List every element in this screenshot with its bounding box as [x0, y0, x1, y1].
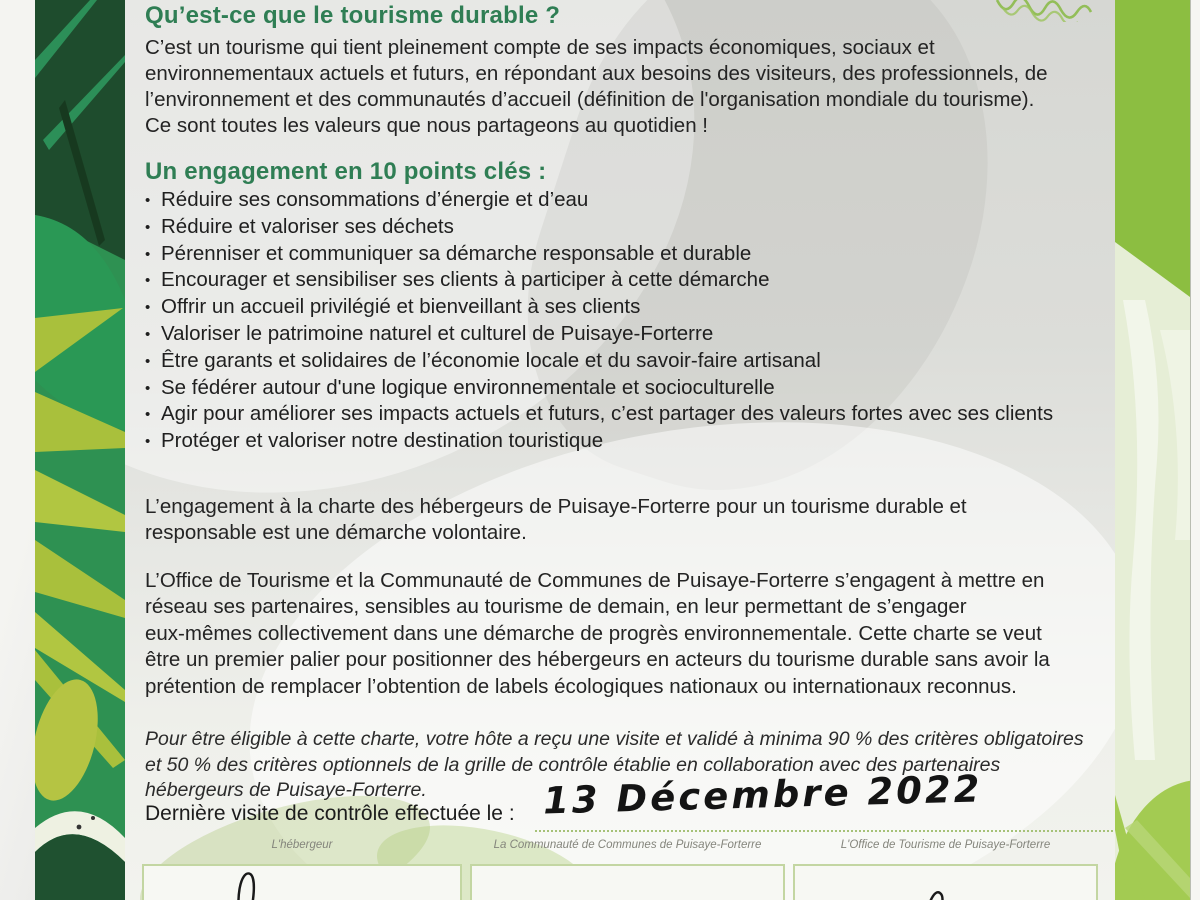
paragraph-line: l’environnement et des communautés d’accueil (définition de l'organisation mondiale du tourisme).: [145, 88, 1035, 111]
signature-mark: [472, 866, 783, 900]
handwritten-visit-date: 13 Décembre 2022: [542, 767, 983, 823]
signature-box-office-tourisme: [793, 864, 1098, 900]
list-item-text: Encourager et sensibiliser ses clients à participer à cette démarche: [161, 268, 770, 292]
paragraph-line: réseau ses partenaires, sensibles au tourisme de demain, en leur permettant de s’engager: [145, 595, 967, 619]
list-item: [145, 268, 1053, 295]
scan-margin-left: [0, 0, 35, 900]
paragraph-line: Pour être éligible à cette charte, votre hôte a reçu une visite et validé à minima 90 % des critères obligatoires: [145, 728, 1084, 750]
signature-label-communaute: La Communauté de Communes de Puisaye-Forterre: [493, 839, 762, 851]
paragraph-line: hébergeurs de Puisaye-Forterre.: [145, 779, 427, 801]
signature-box-hebergeur: [142, 864, 462, 900]
scan-margin-right: [1190, 0, 1200, 900]
list-item-text: Offrir un accueil privilégié et bienveillant à ses clients: [161, 295, 641, 319]
bullet-icon: •: [145, 352, 151, 370]
list-item: [145, 322, 1053, 349]
list-item: [145, 295, 1053, 322]
bullet-icon: •: [145, 218, 151, 236]
list-item-text: Réduire ses consommations d’énergie et d’eau: [161, 188, 589, 211]
list-item-text: Réduire et valoriser ses déchets: [161, 214, 454, 238]
bullet-icon: •: [145, 272, 151, 290]
heading-tourisme-durable: Qu’est-ce que le tourisme durable ?: [145, 2, 561, 29]
signature-label-hebergeur: L'hébergeur: [271, 839, 333, 851]
paragraph-line: prétention de remplacer l’obtention de labels écologiques nationaux ou internationaux reconnus.: [145, 674, 1017, 698]
list-item-text: Être garants et solidaires de l’économie locale et du savoir-faire artisanal: [161, 348, 821, 372]
points-list: [145, 188, 1053, 456]
bullet-icon: •: [145, 379, 151, 397]
paragraph-line: L’Office de Tourisme et la Communauté de Communes de Puisaye-Forterre s’engagent à mettre en: [145, 569, 1045, 592]
list-item: [145, 402, 1053, 429]
list-item-text: Protéger et valoriser notre destination touristique: [161, 429, 604, 453]
bullet-icon: •: [145, 433, 151, 451]
list-item-text: Pérenniser et communiquer sa démarche responsable et durable: [161, 241, 752, 265]
bullet-icon: •: [145, 325, 151, 343]
list-item: [145, 376, 1053, 403]
leaf-decoration-left-icon: [35, 0, 125, 900]
paragraph-line: eux-mêmes collectivement dans une démarche de progrès environnementale. Cette charte se veut: [145, 621, 1042, 645]
paragraph-line: responsable est une démarche volontaire.: [145, 521, 527, 544]
paragraph-line: C’est un tourisme qui tient pleinement compte de ses impacts économiques, sociaux et: [145, 36, 935, 59]
bullet-icon: •: [145, 299, 151, 317]
signature-mark: [144, 866, 460, 900]
paragraph-line: être un premier palier pour positionner des hébergeurs en acteurs du tourisme durable sans avoir la: [145, 648, 1050, 672]
document-content: [125, 0, 1115, 900]
signature-mark: [795, 866, 1096, 900]
bullet-icon: •: [145, 245, 151, 263]
list-item: [145, 188, 1053, 215]
heading-10-points: Un engagement en 10 points clés :: [145, 158, 547, 185]
list-item-text: Agir pour améliorer ses impacts actuels et futurs, c’est partager des valeurs fortes avec ses clients: [161, 402, 1054, 426]
list-item: [145, 429, 1053, 456]
office-paragraph: [145, 568, 1050, 700]
list-item: [145, 242, 1053, 269]
list-item: [145, 215, 1053, 242]
signature-box-communaute: [470, 864, 785, 900]
signature-label-office-tourisme: L'Office de Tourisme de Puisaye-Forterre: [840, 839, 1051, 851]
list-item-text: Se fédérer autour d'une logique environnementale et socioculturelle: [161, 375, 775, 399]
paragraph-line: et 50 % des critères optionnels de la grille de contrôle établie en collaboration avec des partenaires: [145, 753, 1001, 776]
list-item: [145, 349, 1053, 376]
intro-paragraph: [145, 35, 1048, 139]
charte-paragraph: [145, 494, 967, 546]
paragraph-line: environnementaux actuels et futurs, en répondant aux besoins des visiteurs, des professionnels, de: [145, 62, 1048, 85]
list-item-text: Valoriser le patrimoine naturel et culturel de Puisaye-Forterre: [161, 321, 714, 345]
bullet-icon: •: [145, 192, 151, 209]
scribble-flower-icon: [993, 0, 1113, 22]
last-visit-label: Dernière visite de contrôle effectuée le :: [145, 802, 515, 825]
leaf-decoration-right-icon: [1115, 0, 1190, 900]
paragraph-line: Ce sont toutes les valeurs que nous partageons au quotidien !: [145, 114, 708, 137]
paragraph-line: L’engagement à la charte des hébergeurs de Puisaye-Forterre pour un tourisme durable et: [145, 495, 967, 518]
bullet-icon: •: [145, 406, 151, 424]
